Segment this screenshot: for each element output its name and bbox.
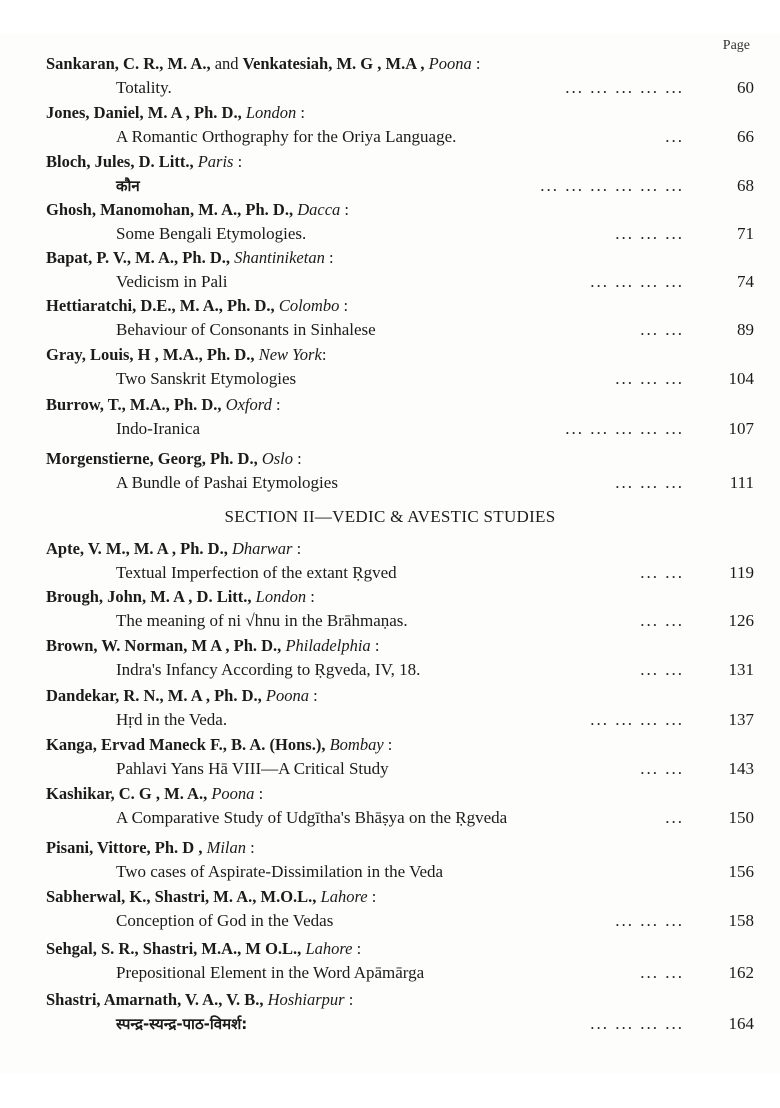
toc-entry xyxy=(46,103,754,151)
toc-entry xyxy=(46,784,754,832)
toc-entry xyxy=(46,587,754,635)
entry-title: A Bundle of Pashai Etymologies xyxy=(116,473,338,492)
entry-title: A Romantic Orthography for the Oriya Language. xyxy=(116,127,457,146)
entry-page-number: 74 xyxy=(737,272,754,291)
toc-entry xyxy=(46,54,754,102)
entry-title: Totality. xyxy=(116,78,172,97)
entry-author: Hettiaratchi, D.E., M. A., Ph. D., Colombo : xyxy=(46,296,349,315)
toc-entry xyxy=(46,449,754,497)
entry-page-number: 143 xyxy=(728,759,754,778)
entry-title: Pahlavi Yans Hā VIII—A Critical Study xyxy=(116,759,389,778)
dot-leaders: ... ... xyxy=(640,320,684,339)
entry-title: Behaviour of Consonants in Sinhalese xyxy=(116,320,376,339)
entry-title: स्पन्द्र-स्यन्द्र-पाठ-विमर्श: xyxy=(116,1015,248,1033)
entry-author: Ghosh, Manomohan, M. A., Ph. D., Dacca : xyxy=(46,200,350,219)
dot-leaders: ... ... ... ... xyxy=(590,1014,684,1033)
toc-entry xyxy=(46,838,754,886)
entry-title: Two Sanskrit Etymologies xyxy=(116,369,297,388)
entry-page-number: 71 xyxy=(737,224,754,243)
entry-author: Bloch, Jules, D. Litt., Paris : xyxy=(46,152,243,171)
dot-leaders: ... ... ... xyxy=(615,911,684,930)
entry-author: Sehgal, S. R., Shastri, M.A., M O.L., Lahore : xyxy=(46,939,362,958)
dot-leaders: ... ... xyxy=(640,660,684,679)
page-column-label: Page xyxy=(722,38,750,53)
entry-title: Indra's Infancy According to Ṛgveda, IV, 18. xyxy=(116,660,421,679)
dot-leaders: ... ... xyxy=(640,563,684,582)
entry-page-number: 158 xyxy=(728,911,754,930)
dot-leaders: ... ... xyxy=(640,759,684,778)
dot-leaders: ... ... ... xyxy=(615,369,684,388)
entry-title: Hṛd in the Veda. xyxy=(116,710,228,729)
entry-author: Pisani, Vittore, Ph. D , Milan : xyxy=(46,838,255,857)
dot-leaders: ... ... ... ... xyxy=(590,710,684,729)
entry-page-number: 104 xyxy=(728,369,754,388)
entry-title: Some Bengali Etymologies. xyxy=(116,224,307,243)
entry-author: Dandekar, R. N., M. A , Ph. D., Poona : xyxy=(46,686,318,705)
entry-page-number: 68 xyxy=(737,176,754,195)
toc-entry xyxy=(46,990,754,1038)
toc-entry xyxy=(46,539,754,587)
entry-page-number: 111 xyxy=(729,473,754,492)
toc-entry xyxy=(46,345,754,393)
dot-leaders: ... ... xyxy=(640,963,684,982)
entry-page-number: 66 xyxy=(737,127,754,146)
dot-leaders: ... ... ... xyxy=(615,473,684,492)
toc-entry xyxy=(46,887,754,935)
entry-page-number: 60 xyxy=(737,78,754,97)
dot-leaders: ... ... ... xyxy=(615,224,684,243)
toc-entry xyxy=(46,395,754,443)
entry-page-number: 131 xyxy=(728,660,754,679)
entry-page-number: 107 xyxy=(728,419,754,438)
entry-title: Conception of God in the Vedas xyxy=(116,911,334,930)
dot-leaders: ... ... ... ... ... xyxy=(565,78,684,97)
entry-author: Shastri, Amarnath, V. A., V. B., Hoshiarpur : xyxy=(46,990,354,1009)
toc-entry xyxy=(46,939,754,987)
entry-author: Jones, Daniel, M. A , Ph. D., London : xyxy=(46,103,306,122)
entry-page-number: 126 xyxy=(728,611,754,630)
entry-author: Sankaran, C. R., M. A., and Venkatesiah, M. G , M.A , Poona : xyxy=(46,54,481,73)
entry-title: Prepositional Element in the Word Apāmārga xyxy=(116,963,425,982)
dot-leaders: ... ... xyxy=(640,611,684,630)
toc-entry xyxy=(46,152,754,200)
entry-page-number: 162 xyxy=(728,963,754,982)
entry-page-number: 137 xyxy=(728,710,754,729)
entry-page-number: 150 xyxy=(728,808,754,827)
entry-title: A Comparative Study of Udgītha's Bhāṣya on the Ṛgveda xyxy=(116,808,508,827)
toc-entry xyxy=(46,248,754,296)
entry-author: Brough, John, M. A , D. Litt., London : xyxy=(46,587,315,606)
toc-entry xyxy=(46,200,754,248)
dot-leaders: ... xyxy=(665,808,684,827)
toc-entry xyxy=(46,636,754,684)
toc-entry xyxy=(46,686,754,734)
toc-entry xyxy=(46,296,754,344)
entry-author: Burrow, T., M.A., Ph. D., Oxford : xyxy=(46,395,281,414)
dot-leaders: ... xyxy=(665,127,684,146)
entry-author: Brown, W. Norman, M A , Ph. D., Philadelphia : xyxy=(46,636,380,655)
entry-page-number: 156 xyxy=(728,862,754,881)
entry-title: Indo-Iranica xyxy=(116,419,201,438)
entry-author: Sabherwal, K., Shastri, M. A., M.O.L., Lahore : xyxy=(46,887,377,906)
entry-page-number: 119 xyxy=(729,563,754,582)
toc-entry xyxy=(46,735,754,783)
entry-title: Vedicism in Pali xyxy=(116,272,228,291)
entry-author: Bapat, P. V., M. A., Ph. D., Shantiniketan : xyxy=(46,248,334,267)
entry-author: Kashikar, C. G , M. A., Poona : xyxy=(46,784,264,803)
entry-title: The meaning of ni √hnu in the Brāhmaṇas. xyxy=(116,611,408,630)
entry-author: Apte, V. M., M. A , Ph. D., Dharwar : xyxy=(46,539,302,558)
dot-leaders: ... ... ... ... ... xyxy=(565,419,684,438)
entry-author: Kanga, Ervad Maneck F., B. A. (Hons.), Bombay : xyxy=(46,735,393,754)
entry-author: Morgenstierne, Georg, Ph. D., Oslo : xyxy=(46,449,302,468)
entry-author: Gray, Louis, H , M.A., Ph. D., New York: xyxy=(46,345,327,364)
entry-title: Textual Imperfection of the extant Ṛgved xyxy=(116,563,397,582)
section-heading: SECTION II—VEDIC & AVESTIC STUDIES xyxy=(224,507,556,526)
entry-page-number: 89 xyxy=(737,320,754,339)
entry-title: Two cases of Aspirate-Dissimilation in the Veda xyxy=(116,862,444,881)
dot-leaders: ... ... ... ... ... ... xyxy=(540,176,684,195)
entry-title: कौन xyxy=(116,177,140,195)
entry-page-number: 164 xyxy=(728,1014,754,1033)
dot-leaders: ... ... ... ... xyxy=(590,272,684,291)
